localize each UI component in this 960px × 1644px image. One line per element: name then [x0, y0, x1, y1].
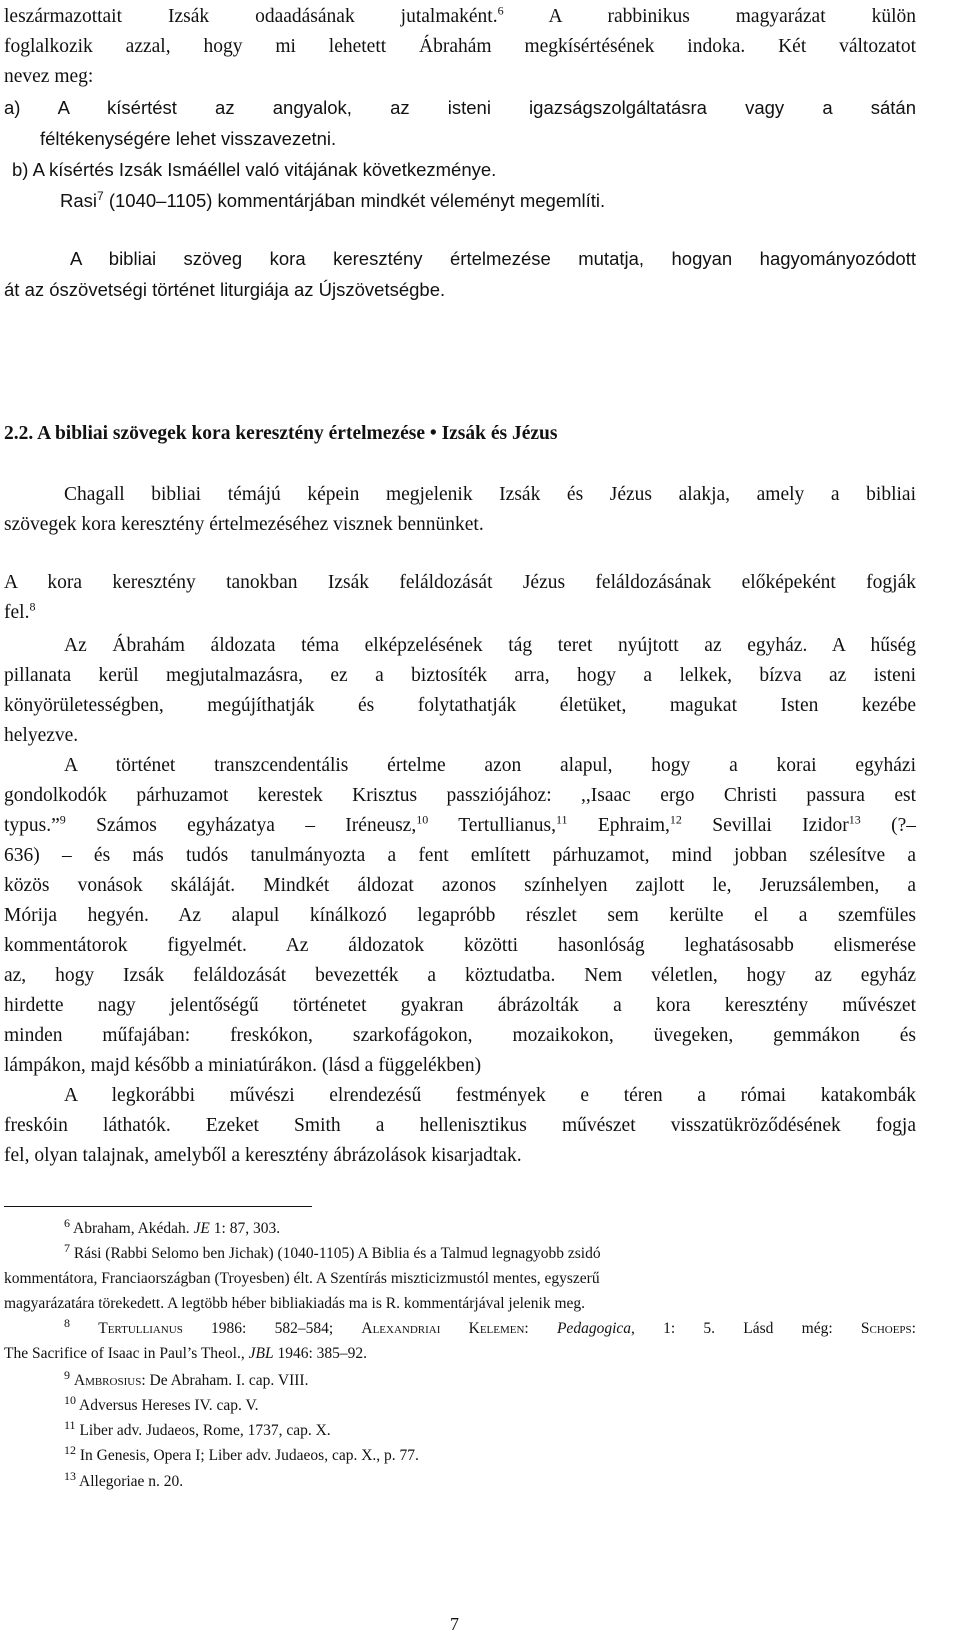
footnote-ref[interactable]: 7 [97, 188, 104, 203]
text-line: az, hogy Izsák feláldozását bevezették a köztudatba. Nem véletlen, hogy az egyház [4, 965, 916, 986]
text-line: pillanata kerül megjutalmazásra, ez a biztosíték arra, hogy a lelkek, bízva az isteni [4, 665, 916, 686]
text-line: 636) – és más tudós tanulmányozta a fent említett párhuzamot, mind jobban szélesítve a [4, 845, 916, 866]
text-line: kommentátorok figyelmét. Az áldozatok közötti hasonlóság leghatásosabb elismerése [4, 935, 916, 956]
text-line: fel.$^8$ [4, 599, 36, 623]
text-line: A bibliai szöveg kora keresztény értelmezése mutatja, hogyan hagyományozódott [70, 248, 916, 269]
footnote-7-cont: magyarázatára törekedett. A legtöbb héber bibliakiadás ma is R. kommentárjával jelenik meg. [4, 1295, 586, 1312]
list-item-b: b) A kísértés Izsák Ismáéllel való vitájának következménye. [12, 159, 497, 180]
footnote-8: $^8$ Tertullianus 1986: 582–584; Alexandriai Kelemen: Pedagogica, 1: 5. Lásd még: Schoeps: [64, 1315, 916, 1337]
footnote-12: $^{12}$ In Genesis, Opera I; Liber adv. Judaeos, cap. X., p. 77. [64, 1442, 419, 1464]
footnote-7-cont: kommentátora, Franciaországban (Troyesben) élt. A Szentírás miszticizmustól mentes, egyszerű [4, 1270, 600, 1287]
text-line: hirdette nagy jelentőségű történetet gyakran ábrázolták a kora keresztény művészet [4, 995, 916, 1016]
footnote-ref[interactable]: 9 [59, 812, 66, 827]
footnote-10: $^{10}$ Adversus Hereses IV. cap. V. [64, 1392, 259, 1414]
footnote-6: $^6$ Abraham, Akédah. JE 1: 87, 303. [64, 1215, 281, 1237]
footnote-11: $^{11}$ Liber adv. Judaeos, Rome, 1737, cap. X. [64, 1417, 331, 1439]
text-line: nevez meg: [4, 66, 94, 87]
text-line: Az Ábrahám áldozata téma elképzelésének tág teret nyújtott az egyház. A hűség [64, 635, 916, 656]
footnote-8-cont: The Sacrifice of Isaac in Paul’s Theol., JBL 1946: 385–92. [4, 1345, 368, 1362]
section-heading: 2.2. A bibliai szövegek kora keresztény értelmezése • Izsák és Jézus [4, 423, 558, 444]
text-line: freskóin láthatók. Ezeket Smith a hellenisztikus művészet visszatükröződésének fogja [4, 1115, 916, 1136]
page-number: 7 [450, 1614, 459, 1634]
text-line: könyörületességben, megújíthatják és folytathatják életüket, magukat Isten kezébe [4, 695, 916, 716]
footnote-ref[interactable]: 13 [848, 812, 861, 827]
text-line: gondolkodók párhuzamot kerestek Krisztus passziójához: ,,Isaac ergo Christi passura est [4, 785, 916, 806]
text-line: A történet transzcendentális értelme azon alapul, hogy a korai egyházi [64, 755, 916, 776]
footnote-ref[interactable]: 8 [29, 599, 36, 614]
text-line: szövegek kora keresztény értelmezéséhez visznek bennünket. [4, 514, 484, 535]
text-line: Chagall bibliai témájú képein megjelenik Izsák és Jézus alakja, amely a bibliai [64, 484, 916, 505]
text-line: minden műfajában: freskókon, szarkofágokon, mozaikokon, üvegeken, gemmákon és [4, 1025, 916, 1046]
text-line: helyezve. [4, 725, 79, 746]
text-line: leszármazottait Izsák odaadásának jutalmaként.$^6$ A rabbinikus magyarázat külön [4, 3, 916, 27]
footnote-13: $^{13}$ Allegoriae n. 20. [64, 1468, 184, 1490]
footnote-ref[interactable]: 11 [555, 812, 568, 827]
text-line: lámpákon, majd később a miniatúrákon. (lásd a függelékben) [4, 1055, 482, 1076]
text-line: át az ószövetségi történet liturgiája az Újszövetségbe. [4, 279, 446, 300]
footnote-ref[interactable]: 6 [497, 3, 504, 18]
bullet-icon: • [429, 423, 437, 444]
footnote-9: $^9$ Ambrosius: De Abraham. I. cap. VIII. [64, 1367, 309, 1389]
rasi-line: Rasi$^7$ (1040–1105) kommentárjában mindkét véleményt megemlíti. [60, 188, 606, 211]
list-item-a-cont: féltékenységére lehet visszavezetni. [40, 128, 337, 149]
text-line: fel, olyan talajnak, amelyből a keresztény ábrázolások kisarjadtak. [4, 1145, 522, 1166]
text-line: A legkorábbi művészi elrendezésű festmények e téren a római katakombák [64, 1085, 916, 1106]
footnote-ref[interactable]: 10 [416, 812, 429, 827]
text-line: közös vonások skáláját. Mindkét áldozat azonos színhelyen zajlott le, Jeruzsálemben, a [4, 875, 916, 896]
footnote-7: $^7$ Rási (Rabbi Selomo ben Jichak) (1040-1105) A Biblia és a Talmud legnagyobb zsidó [64, 1240, 601, 1262]
text-line: Mórija hegyén. Az alapul kínálkozó legapróbb részlet sem kerülte el a szemfüles [4, 905, 916, 926]
text-line: A kora keresztény tanokban Izsák feláldozását Jézus feláldozásának előképeként fogják [4, 572, 916, 593]
footnote-separator [4, 1206, 312, 1207]
list-item-a: a) A kísértést az angyalok, az isteni igazságszolgáltatásra vagy a sátán [4, 97, 916, 118]
text-line: typus.”$^9$ Számos egyházatya – Iréneusz,$^{10}$ Tertullianus,$^{11}$ Ephraim,$^{12}$ Sevillai Izidor$^{13}$ (?– [4, 812, 916, 836]
text-line: foglalkozik azzal, hogy mi lehetett Ábrahám megkísértésének indoka. Két változatot [4, 36, 916, 57]
footnote-ref[interactable]: 12 [669, 812, 682, 827]
